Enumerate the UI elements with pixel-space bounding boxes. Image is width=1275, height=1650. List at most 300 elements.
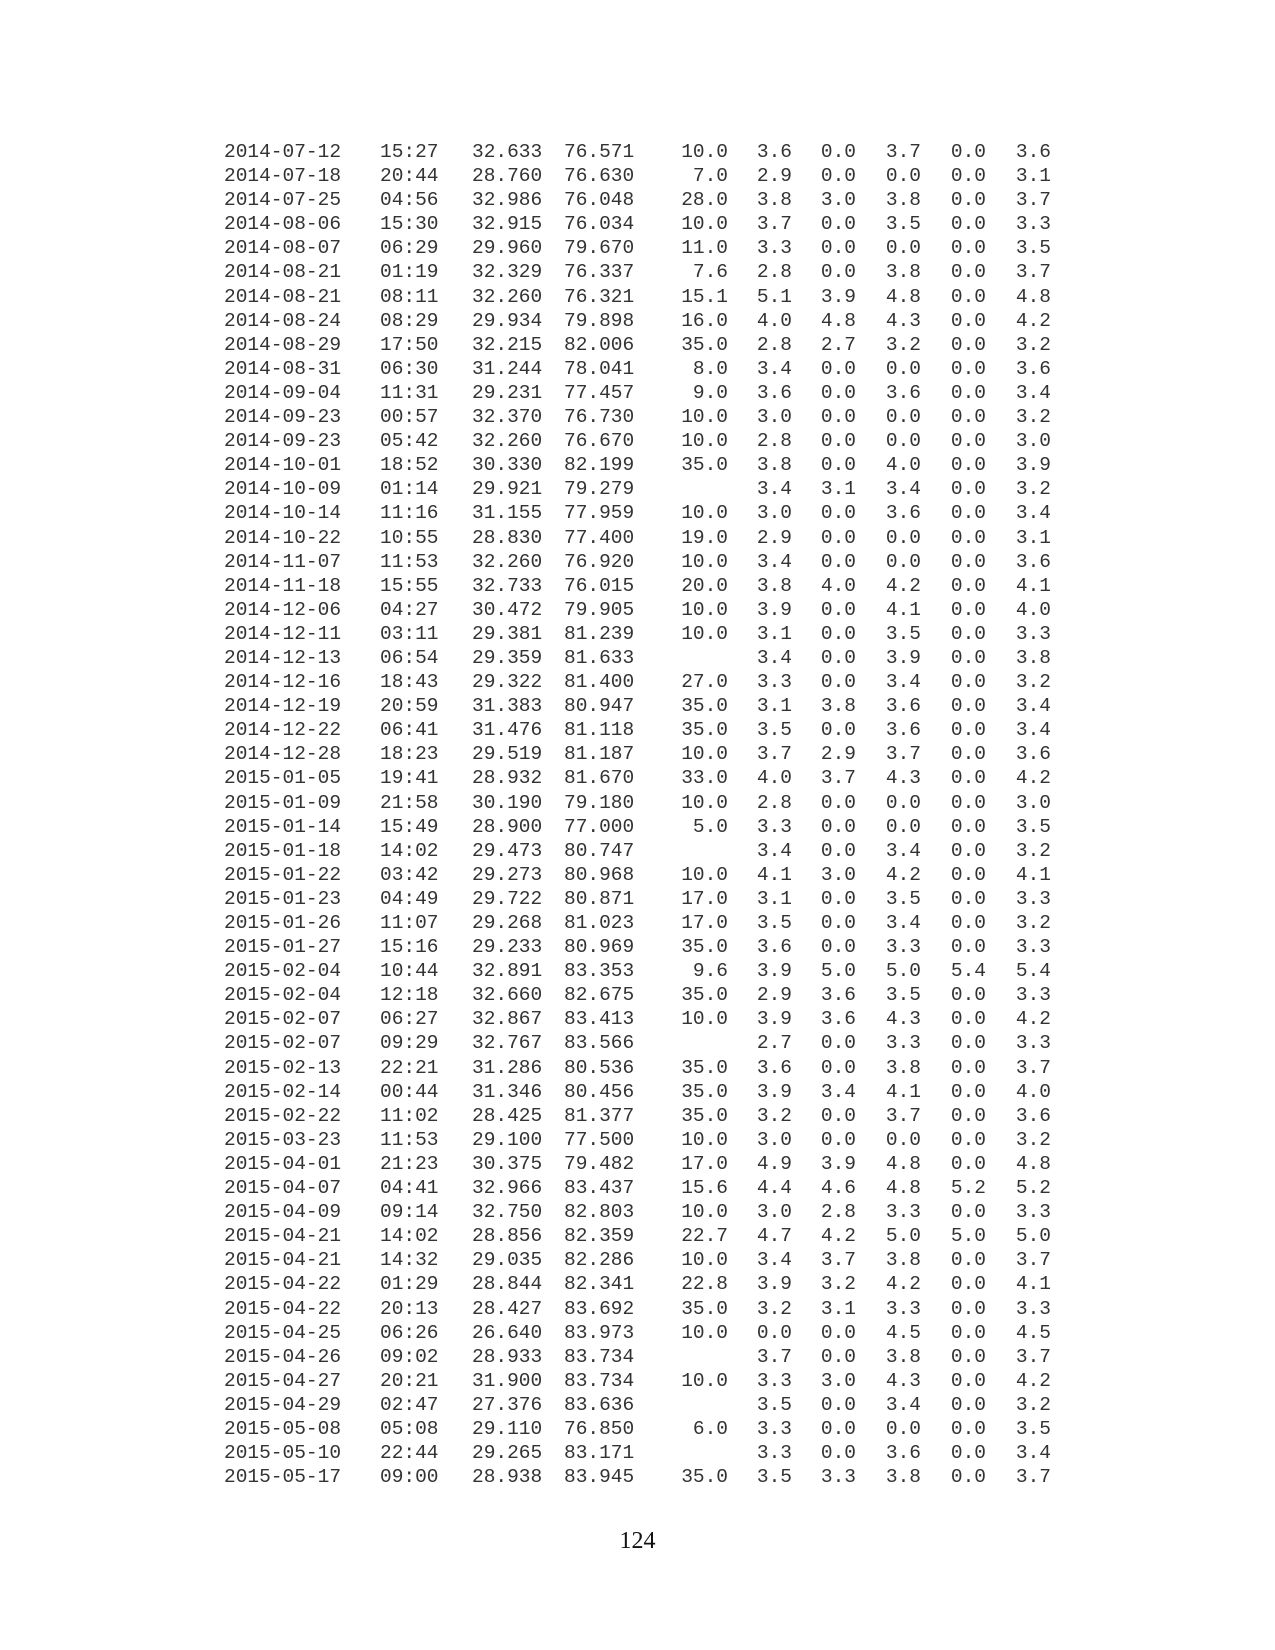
date-cell: 2015-04-25: [224, 1321, 342, 1344]
magnitude-cell: 5.0: [820, 960, 856, 983]
magnitude-cell: 4.1: [885, 1080, 921, 1103]
magnitude-cell: 4.3: [885, 767, 921, 790]
time-cell: 06:30: [380, 357, 439, 380]
time-cell: 02:47: [380, 1393, 439, 1416]
time-cell: 22:44: [380, 1442, 439, 1465]
magnitude-cell: 4.7: [756, 1225, 792, 1248]
table-row: [0, 333, 1275, 357]
table-row: [0, 1417, 1275, 1441]
magnitude-cell: 0.0: [820, 381, 856, 404]
latitude-cell: 29.268: [472, 912, 543, 934]
magnitude-cell: 0.0: [950, 936, 986, 959]
longitude-cell: 81.377: [564, 1104, 635, 1127]
magnitude-cell: 3.8: [885, 1466, 921, 1489]
time-cell: 17:50: [380, 333, 439, 356]
longitude-cell: 82.341: [564, 1273, 635, 1296]
magnitude-cell: 0.0: [820, 791, 856, 814]
date-cell: 2015-02-04: [224, 984, 342, 1007]
magnitude-cell: 3.5: [1015, 237, 1051, 260]
latitude-cell: 29.934: [472, 309, 543, 332]
magnitude-cell: 3.5: [885, 984, 921, 1007]
magnitude-cell: 0.0: [950, 1249, 986, 1272]
date-cell: 2014-10-01: [224, 454, 342, 477]
magnitude-cell: 4.2: [885, 1273, 921, 1296]
date-cell: 2014-08-31: [224, 357, 342, 380]
magnitude-cell: 0.0: [820, 912, 856, 934]
date-cell: 2014-08-29: [224, 333, 342, 356]
table-row: [0, 1393, 1275, 1417]
time-cell: 11:31: [380, 381, 439, 404]
magnitude-cell: 3.1: [820, 1297, 856, 1320]
magnitude-cell: 0.0: [820, 406, 856, 429]
table-row: [0, 574, 1275, 598]
magnitude-cell: 3.7: [1015, 1249, 1051, 1272]
depth-cell: 33.0: [681, 767, 728, 790]
magnitude-cell: 3.0: [820, 1369, 856, 1392]
time-cell: 15:49: [380, 815, 439, 838]
magnitude-cell: 3.3: [885, 1201, 921, 1224]
magnitude-cell: 0.0: [820, 646, 856, 669]
date-cell: 2015-04-27: [224, 1369, 342, 1392]
date-cell: 2015-05-10: [224, 1442, 342, 1465]
magnitude-cell: 3.3: [885, 1297, 921, 1320]
longitude-cell: 80.947: [564, 695, 635, 718]
date-cell: 2015-04-22: [224, 1297, 342, 1320]
date-cell: 2014-12-19: [224, 695, 342, 718]
time-cell: 06:29: [380, 237, 439, 260]
magnitude-cell: 0.0: [820, 671, 856, 694]
magnitude-cell: 4.0: [756, 767, 792, 790]
magnitude-cell: 3.9: [756, 598, 792, 621]
depth-cell: 10.0: [681, 406, 728, 429]
magnitude-cell: 3.4: [1015, 381, 1051, 404]
time-cell: 14:02: [380, 1225, 439, 1248]
time-cell: 20:44: [380, 165, 439, 188]
longitude-cell: 82.675: [564, 984, 635, 1007]
magnitude-cell: 3.8: [756, 574, 792, 597]
magnitude-cell: 3.4: [885, 839, 921, 862]
time-cell: 10:44: [380, 960, 439, 983]
date-cell: 2015-04-29: [224, 1393, 342, 1416]
magnitude-cell: 2.8: [756, 261, 792, 284]
magnitude-cell: 3.1: [756, 622, 792, 645]
depth-cell: 10.0: [681, 141, 728, 163]
time-cell: 20:13: [380, 1297, 439, 1320]
magnitude-cell: 0.0: [820, 526, 856, 549]
magnitude-cell: 2.9: [756, 526, 792, 549]
magnitude-cell: 3.5: [756, 912, 792, 934]
magnitude-cell: 0.0: [820, 454, 856, 477]
longitude-cell: 80.456: [564, 1080, 635, 1103]
longitude-cell: 81.670: [564, 767, 635, 790]
latitude-cell: 28.900: [472, 815, 543, 838]
longitude-cell: 83.413: [564, 1008, 635, 1031]
date-cell: 2015-05-08: [224, 1417, 342, 1440]
magnitude-cell: 2.7: [820, 333, 856, 356]
table-row: [0, 815, 1275, 839]
magnitude-cell: 0.0: [950, 1104, 986, 1127]
magnitude-cell: 3.4: [1015, 695, 1051, 718]
magnitude-cell: 0.0: [950, 165, 986, 188]
latitude-cell: 28.425: [472, 1104, 543, 1127]
magnitude-cell: 3.7: [820, 1249, 856, 1272]
table-row: [0, 935, 1275, 959]
table-row: [0, 550, 1275, 574]
magnitude-cell: 2.8: [756, 791, 792, 814]
table-row: [0, 140, 1275, 164]
magnitude-cell: 5.4: [1015, 960, 1051, 983]
magnitude-cell: 4.1: [885, 598, 921, 621]
earthquake-data-table: [0, 140, 1275, 1489]
depth-cell: 10.0: [681, 430, 728, 453]
date-cell: 2015-01-22: [224, 863, 342, 886]
magnitude-cell: 0.0: [950, 502, 986, 525]
table-row: [0, 1104, 1275, 1128]
depth-cell: 15.1: [681, 285, 728, 308]
magnitude-cell: 3.6: [820, 984, 856, 1007]
longitude-cell: 82.199: [564, 454, 635, 477]
longitude-cell: 81.023: [564, 912, 635, 934]
magnitude-cell: 4.2: [1015, 767, 1051, 790]
table-row: [0, 357, 1275, 381]
magnitude-cell: 0.0: [756, 1321, 792, 1344]
time-cell: 09:29: [380, 1032, 439, 1055]
magnitude-cell: 3.7: [1015, 189, 1051, 212]
date-cell: 2015-02-13: [224, 1056, 342, 1079]
magnitude-cell: 3.3: [756, 671, 792, 694]
longitude-cell: 76.321: [564, 285, 635, 308]
magnitude-cell: 3.9: [756, 1080, 792, 1103]
magnitude-cell: 3.6: [756, 141, 792, 163]
magnitude-cell: 0.0: [950, 526, 986, 549]
magnitude-cell: 5.2: [950, 1177, 986, 1200]
magnitude-cell: 0.0: [950, 743, 986, 766]
magnitude-cell: 4.8: [885, 1152, 921, 1175]
depth-cell: 10.0: [681, 1321, 728, 1344]
magnitude-cell: 3.3: [1015, 984, 1051, 1007]
table-row: [0, 1200, 1275, 1224]
latitude-cell: 31.244: [472, 357, 543, 380]
magnitude-cell: 3.9: [756, 960, 792, 983]
longitude-cell: 81.239: [564, 622, 635, 645]
latitude-cell: 28.856: [472, 1225, 543, 1248]
magnitude-cell: 3.3: [1015, 1297, 1051, 1320]
magnitude-cell: 3.4: [820, 1080, 856, 1103]
depth-cell: 10.0: [681, 1008, 728, 1031]
date-cell: 2014-07-12: [224, 141, 342, 163]
magnitude-cell: 3.3: [885, 1032, 921, 1055]
magnitude-cell: 4.4: [756, 1177, 792, 1200]
depth-cell: 19.0: [681, 526, 728, 549]
table-row: [0, 1224, 1275, 1248]
magnitude-cell: 3.0: [756, 1201, 792, 1224]
date-cell: 2015-02-22: [224, 1104, 342, 1127]
date-cell: 2015-01-23: [224, 887, 342, 910]
time-cell: 06:26: [380, 1321, 439, 1344]
table-row: [0, 1152, 1275, 1176]
date-cell: 2015-01-14: [224, 815, 342, 838]
time-cell: 04:27: [380, 598, 439, 621]
longitude-cell: 76.571: [564, 141, 635, 163]
longitude-cell: 83.636: [564, 1393, 635, 1416]
magnitude-cell: 0.0: [950, 984, 986, 1007]
magnitude-cell: 4.0: [885, 454, 921, 477]
magnitude-cell: 5.4: [950, 960, 986, 983]
longitude-cell: 83.171: [564, 1442, 635, 1465]
date-cell: 2014-09-04: [224, 381, 342, 404]
table-row: [0, 1369, 1275, 1393]
time-cell: 00:44: [380, 1080, 439, 1103]
latitude-cell: 32.370: [472, 406, 543, 429]
longitude-cell: 83.734: [564, 1369, 635, 1392]
magnitude-cell: 0.0: [950, 261, 986, 284]
latitude-cell: 29.921: [472, 478, 543, 501]
magnitude-cell: 4.1: [1015, 863, 1051, 886]
time-cell: 18:43: [380, 671, 439, 694]
table-row: [0, 429, 1275, 453]
magnitude-cell: 4.5: [1015, 1321, 1051, 1344]
latitude-cell: 32.215: [472, 333, 543, 356]
depth-cell: 10.0: [681, 863, 728, 886]
latitude-cell: 29.110: [472, 1417, 543, 1440]
longitude-cell: 81.633: [564, 646, 635, 669]
magnitude-cell: 3.7: [1015, 261, 1051, 284]
date-cell: 2014-10-14: [224, 502, 342, 525]
magnitude-cell: 3.8: [885, 1056, 921, 1079]
time-cell: 10:55: [380, 526, 439, 549]
latitude-cell: 27.376: [472, 1393, 543, 1416]
magnitude-cell: 3.5: [885, 213, 921, 236]
magnitude-cell: 0.0: [820, 936, 856, 959]
longitude-cell: 77.500: [564, 1128, 635, 1151]
magnitude-cell: 5.2: [1015, 1177, 1051, 1200]
magnitude-cell: 3.4: [756, 839, 792, 862]
depth-cell: 9.6: [692, 960, 728, 983]
magnitude-cell: 0.0: [820, 1345, 856, 1368]
longitude-cell: 83.566: [564, 1032, 635, 1055]
table-row: [0, 381, 1275, 405]
magnitude-cell: 0.0: [820, 237, 856, 260]
magnitude-cell: 0.0: [950, 912, 986, 934]
magnitude-cell: 4.3: [885, 1369, 921, 1392]
depth-cell: 7.0: [692, 165, 728, 188]
time-cell: 18:23: [380, 743, 439, 766]
magnitude-cell: 4.3: [885, 309, 921, 332]
magnitude-cell: 0.0: [950, 863, 986, 886]
table-row: [0, 911, 1275, 935]
date-cell: 2014-11-07: [224, 550, 342, 573]
magnitude-cell: 3.8: [885, 189, 921, 212]
latitude-cell: 31.155: [472, 502, 543, 525]
latitude-cell: 28.760: [472, 165, 543, 188]
magnitude-cell: 4.2: [1015, 1008, 1051, 1031]
magnitude-cell: 3.1: [756, 887, 792, 910]
depth-cell: 27.0: [681, 671, 728, 694]
table-row: [0, 1272, 1275, 1296]
magnitude-cell: 0.0: [820, 1321, 856, 1344]
date-cell: 2014-09-23: [224, 406, 342, 429]
table-row: [0, 718, 1275, 742]
magnitude-cell: 3.9: [1015, 454, 1051, 477]
magnitude-cell: 0.0: [950, 1128, 986, 1151]
magnitude-cell: 3.8: [756, 454, 792, 477]
magnitude-cell: 3.5: [756, 1393, 792, 1416]
latitude-cell: 32.767: [472, 1032, 543, 1055]
magnitude-cell: 0.0: [885, 815, 921, 838]
date-cell: 2015-04-09: [224, 1201, 342, 1224]
time-cell: 15:16: [380, 936, 439, 959]
time-cell: 06:54: [380, 646, 439, 669]
longitude-cell: 81.118: [564, 719, 635, 742]
longitude-cell: 80.747: [564, 839, 635, 862]
latitude-cell: 29.473: [472, 839, 543, 862]
magnitude-cell: 0.0: [950, 815, 986, 838]
latitude-cell: 28.830: [472, 526, 543, 549]
magnitude-cell: 0.0: [950, 719, 986, 742]
magnitude-cell: 0.0: [950, 1442, 986, 1465]
date-cell: 2014-12-28: [224, 743, 342, 766]
magnitude-cell: 4.9: [756, 1152, 792, 1175]
latitude-cell: 26.640: [472, 1321, 543, 1344]
latitude-cell: 29.960: [472, 237, 543, 260]
longitude-cell: 83.973: [564, 1321, 635, 1344]
magnitude-cell: 3.4: [756, 646, 792, 669]
magnitude-cell: 0.0: [885, 357, 921, 380]
longitude-cell: 76.048: [564, 189, 635, 212]
date-cell: 2014-07-25: [224, 189, 342, 212]
time-cell: 15:27: [380, 141, 439, 163]
magnitude-cell: 3.1: [820, 478, 856, 501]
depth-cell: 7.6: [692, 261, 728, 284]
longitude-cell: 81.400: [564, 671, 635, 694]
magnitude-cell: 0.0: [950, 1008, 986, 1031]
longitude-cell: 83.353: [564, 960, 635, 983]
date-cell: 2014-07-18: [224, 165, 342, 188]
magnitude-cell: 0.0: [950, 1032, 986, 1055]
magnitude-cell: 0.0: [950, 1466, 986, 1489]
time-cell: 08:29: [380, 309, 439, 332]
time-cell: 01:29: [380, 1273, 439, 1296]
depth-cell: 35.0: [681, 936, 728, 959]
longitude-cell: 83.945: [564, 1466, 635, 1489]
table-row: [0, 309, 1275, 333]
magnitude-cell: 4.8: [1015, 285, 1051, 308]
latitude-cell: 32.260: [472, 550, 543, 573]
magnitude-cell: 3.4: [1015, 1442, 1051, 1465]
latitude-cell: 29.359: [472, 646, 543, 669]
latitude-cell: 32.260: [472, 285, 543, 308]
magnitude-cell: 3.6: [1015, 357, 1051, 380]
time-cell: 11:53: [380, 1128, 439, 1151]
magnitude-cell: 3.6: [885, 1442, 921, 1465]
date-cell: 2015-04-26: [224, 1345, 342, 1368]
table-row: [0, 260, 1275, 284]
magnitude-cell: 3.5: [885, 887, 921, 910]
longitude-cell: 79.670: [564, 237, 635, 260]
table-row: [0, 863, 1275, 887]
magnitude-cell: 3.6: [885, 381, 921, 404]
magnitude-cell: 5.0: [950, 1225, 986, 1248]
magnitude-cell: 3.4: [885, 478, 921, 501]
magnitude-cell: 4.2: [820, 1225, 856, 1248]
magnitude-cell: 4.1: [756, 863, 792, 886]
longitude-cell: 79.279: [564, 478, 635, 501]
magnitude-cell: 3.0: [1015, 791, 1051, 814]
magnitude-cell: 0.0: [950, 646, 986, 669]
magnitude-cell: 3.2: [1015, 478, 1051, 501]
longitude-cell: 79.482: [564, 1152, 635, 1175]
depth-cell: 35.0: [681, 1466, 728, 1489]
magnitude-cell: 4.2: [885, 574, 921, 597]
latitude-cell: 30.472: [472, 598, 543, 621]
magnitude-cell: 0.0: [950, 1056, 986, 1079]
depth-cell: 20.0: [681, 574, 728, 597]
magnitude-cell: 3.3: [756, 815, 792, 838]
magnitude-cell: 0.0: [820, 1417, 856, 1440]
latitude-cell: 32.733: [472, 574, 543, 597]
table-row: [0, 646, 1275, 670]
magnitude-cell: 0.0: [885, 165, 921, 188]
magnitude-cell: 5.0: [885, 1225, 921, 1248]
date-cell: 2014-12-11: [224, 622, 342, 645]
magnitude-cell: 4.2: [885, 863, 921, 886]
magnitude-cell: 3.5: [1015, 1417, 1051, 1440]
magnitude-cell: 3.6: [1015, 743, 1051, 766]
date-cell: 2015-02-07: [224, 1032, 342, 1055]
latitude-cell: 29.519: [472, 743, 543, 766]
date-cell: 2015-04-21: [224, 1225, 342, 1248]
magnitude-cell: 0.0: [820, 213, 856, 236]
latitude-cell: 32.986: [472, 189, 543, 212]
magnitude-cell: 0.0: [950, 1080, 986, 1103]
magnitude-cell: 3.0: [820, 863, 856, 886]
longitude-cell: 82.359: [564, 1225, 635, 1248]
magnitude-cell: 3.2: [1015, 839, 1051, 862]
magnitude-cell: 3.0: [756, 406, 792, 429]
depth-cell: 10.0: [681, 1201, 728, 1224]
depth-cell: 10.0: [681, 743, 728, 766]
table-row: [0, 694, 1275, 718]
magnitude-cell: 0.0: [950, 213, 986, 236]
depth-cell: 5.0: [692, 815, 728, 838]
magnitude-cell: 4.2: [1015, 309, 1051, 332]
longitude-cell: 79.905: [564, 598, 635, 621]
latitude-cell: 29.233: [472, 936, 543, 959]
table-row: [0, 1031, 1275, 1055]
depth-cell: 35.0: [681, 333, 728, 356]
table-row: [0, 1248, 1275, 1272]
date-cell: 2014-12-06: [224, 598, 342, 621]
table-row: [0, 1080, 1275, 1104]
table-row: [0, 1441, 1275, 1465]
magnitude-cell: 0.0: [950, 430, 986, 453]
magnitude-cell: 3.5: [1015, 815, 1051, 838]
magnitude-cell: 3.7: [885, 1104, 921, 1127]
magnitude-cell: 0.0: [820, 1104, 856, 1127]
magnitude-cell: 4.0: [820, 574, 856, 597]
longitude-cell: 77.457: [564, 381, 635, 404]
magnitude-cell: 3.8: [885, 261, 921, 284]
magnitude-cell: 3.4: [756, 550, 792, 573]
depth-cell: 8.0: [692, 357, 728, 380]
magnitude-cell: 3.6: [1015, 1104, 1051, 1127]
magnitude-cell: 3.6: [1015, 550, 1051, 573]
table-row: [0, 236, 1275, 260]
magnitude-cell: 3.2: [1015, 406, 1051, 429]
magnitude-cell: 0.0: [820, 815, 856, 838]
date-cell: 2014-12-22: [224, 719, 342, 742]
latitude-cell: 30.190: [472, 791, 543, 814]
